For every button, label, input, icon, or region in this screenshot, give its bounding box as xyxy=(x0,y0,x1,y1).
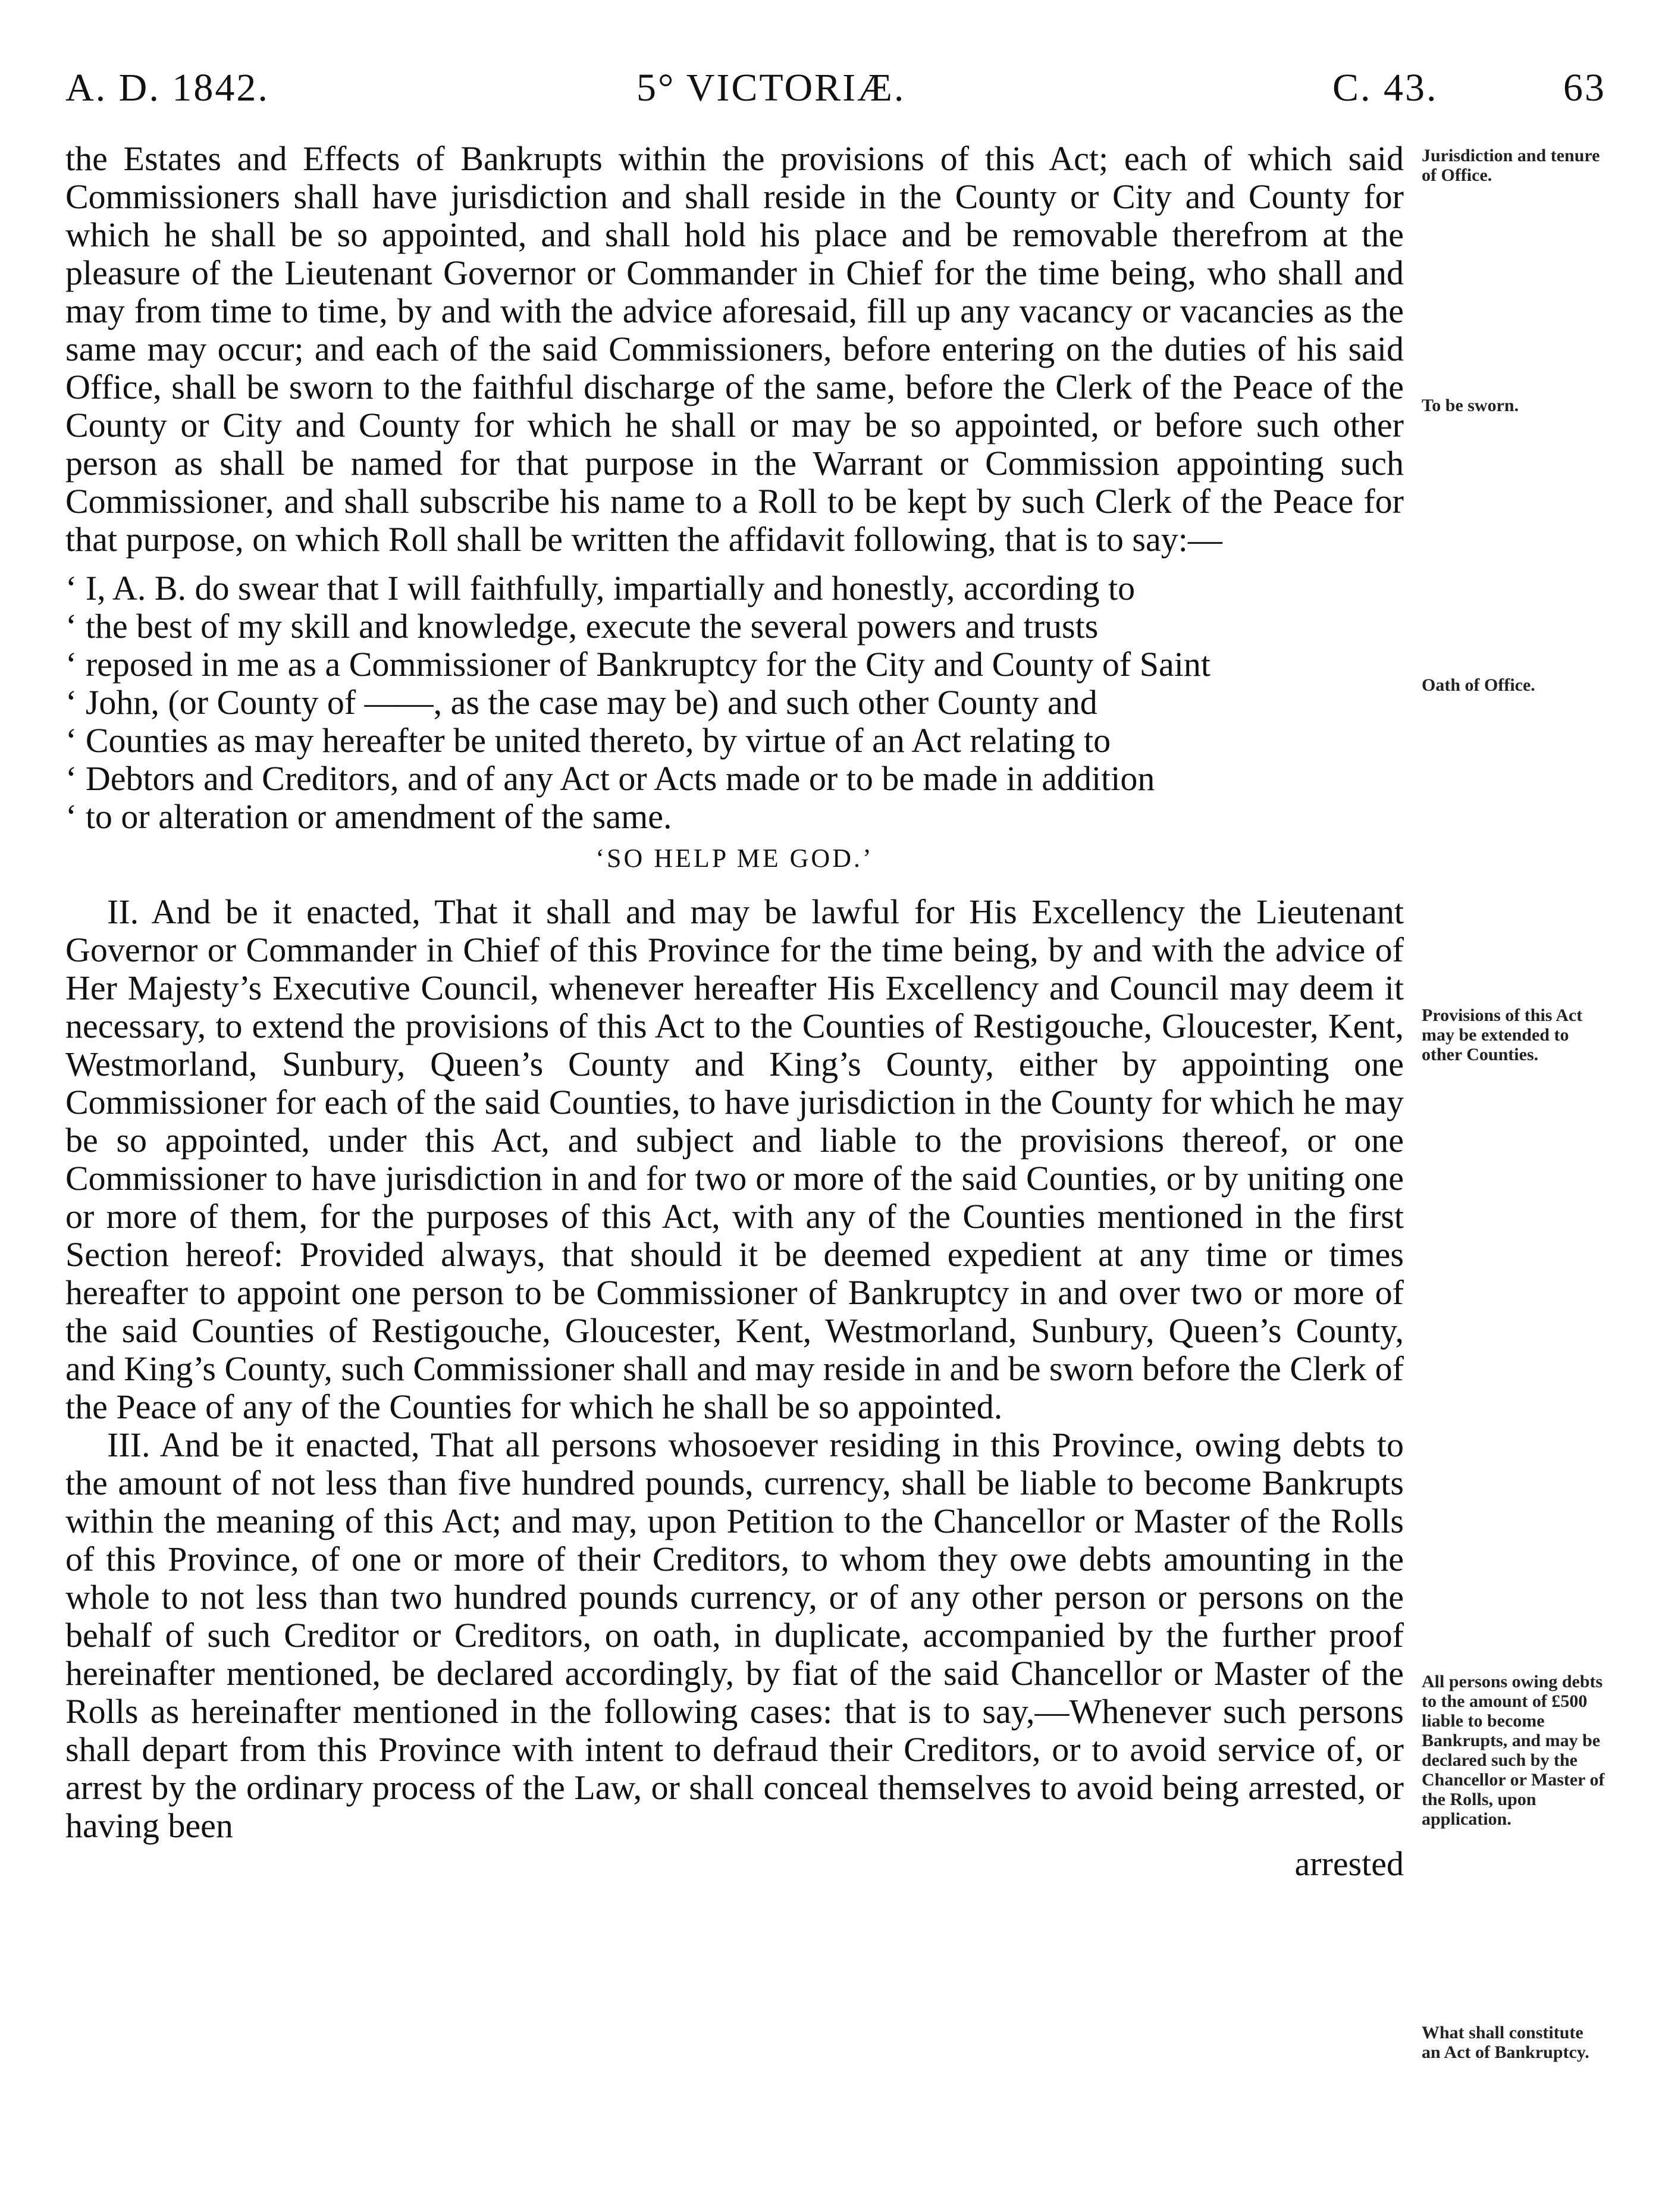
oath-line: ‘ the best of my skill and knowledge, execute the several powers and trusts xyxy=(65,607,1099,646)
section-three: III. And be it enacted, That all persons whosoever residing in this Province, owing debts to the amount of not less than five hundred pounds, currency, shall be liable to become Bankrupts within the meaning of this Act; and may, upon Petition to the Chancellor or Master of the Rolls of this Province, of one or more of their Creditors, to whom they owe debts amounting in the whole to not less than two hundred pounds currency, or of any other person or persons on the behalf of such Creditor or Creditors, on oath, in duplicate, accompanied by the further proof hereinafter mentioned, be declared accordingly, by fiat of the said Chancellor or Master of the Rolls as hereinafter mentioned in the following cases: that is to say,—Whenever such persons shall depart from this Province with intent to defraud their Creditors, or to avoid service of, or arrest by the ordinary process of the Law, or shall conceal themselves to avoid being arrested, or having been xyxy=(65,1425,1404,1845)
page-number: 63 xyxy=(1563,66,1606,109)
oath-closing: ‘SO HELP ME GOD.’ xyxy=(595,844,874,873)
oath-block xyxy=(65,569,1404,878)
section-two: II. And be it enacted, That it shall and may be lawful for His Excellency the Lieutenant Governor or Commander in Chief of this Province for the time being, by and with the advice of Her Majesty’s Executive Council, whenever hereafter His Excellency and Council may deem it necessary, to extend the provisions of this Act to the Counties of Restigouche, Gloucester, Kent, Westmorland, Sunbury, Queen’s County and King’s County, either by appointing one Commissioner for each of the said Counties, to have jurisdiction in the County for which he may be so appointed, under this Act, and subject and liable to the provisions thereof, or one Commissioner to have jurisdiction in and for two or more of the said Counties, or by uniting one or more of them, for the purposes of this Act, with any of the Counties mentioned in the first Section hereof: Provided always, that should it be deemed expedient at any time or times hereafter to appoint one person to be Commissioner of Bankruptcy in and over two or more of the said Counties of Restigouche, Gloucester, Kent, Westmorland, Sunbury, Queen’s County, and King’s County, such Commissioner shall and may reside in and be sworn before the Clerk of the Peace of any of the Counties for which he shall be so appointed. xyxy=(65,892,1404,1426)
oath-line: ‘ to or alteration or amendment of the same. xyxy=(65,797,672,836)
header-chapter: C. 43. xyxy=(1332,66,1438,109)
main-text-column xyxy=(65,140,1404,1883)
margin-note-oath: Oath of Office. xyxy=(1422,675,1535,695)
margin-note-act-of-bankruptcy: What shall constitute an Act of Bankruptcy. xyxy=(1422,2023,1589,2062)
header-regnal-year: 5° VICTORIÆ. xyxy=(636,66,906,109)
margin-note-jurisdiction: Jurisdiction and tenure of Office. xyxy=(1422,146,1600,185)
oath-line: ‘ Debtors and Creditors, and of any Act or Acts made or to be made in addition xyxy=(65,759,1155,798)
oath-line: ‘ Counties as may hereafter be united thereto, by virtue of an Act relating to xyxy=(65,721,1111,760)
page-header xyxy=(65,65,1606,119)
oath-line: ‘ reposed in me as a Commissioner of Bankruptcy for the City and County of Saint xyxy=(65,645,1210,684)
margin-note-sworn: To be sworn. xyxy=(1422,396,1519,415)
paragraph-commissioners: the Estates and Effects of Bankrupts within the provisions of this Act; each of which said Commissioners shall have jurisdiction and shall reside in the County or City and County for which he shall be so appointed, and shall hold his place and be removable therefrom at the pleasure of the Lieutenant Governor or Commander in Chief for the time being, who shall and may from time to time, by and with the advice aforesaid, fill up any vacancy or vacancies as the same may occur; and each of the said Commissioners, before entering on the duties of his said Office, shall be sworn to the faithful discharge of the same, before the Clerk of the Peace of the County or City and County for which he shall or may be so appointed, or before such other person as shall be named for that purpose in the Warrant or Commission appointing such Commissioner, and shall subscribe his name to a Roll to be kept by such Clerk of the Peace for that purpose, on which Roll shall be written the affidavit following, that is to say:— xyxy=(65,139,1404,559)
margin-note-extended: Provisions of this Act may be extended to other Counties. xyxy=(1422,1005,1583,1064)
oath-line: ‘ John, (or County of ——, as the case may be) and such other County and xyxy=(65,683,1097,722)
margin-note-bankrupts: All persons owing debts to the amount of £500 liable to become Bankrupts, and may be declared such by the Chancellor or Master of the Rolls, upon application. xyxy=(1422,1672,1605,1829)
catchword: arrested xyxy=(1294,1844,1404,1883)
header-date: A. D. 1842. xyxy=(65,66,269,109)
oath-line: ‘ I, A. B. do swear that I will faithfully, impartially and honestly, according to xyxy=(65,569,1136,607)
